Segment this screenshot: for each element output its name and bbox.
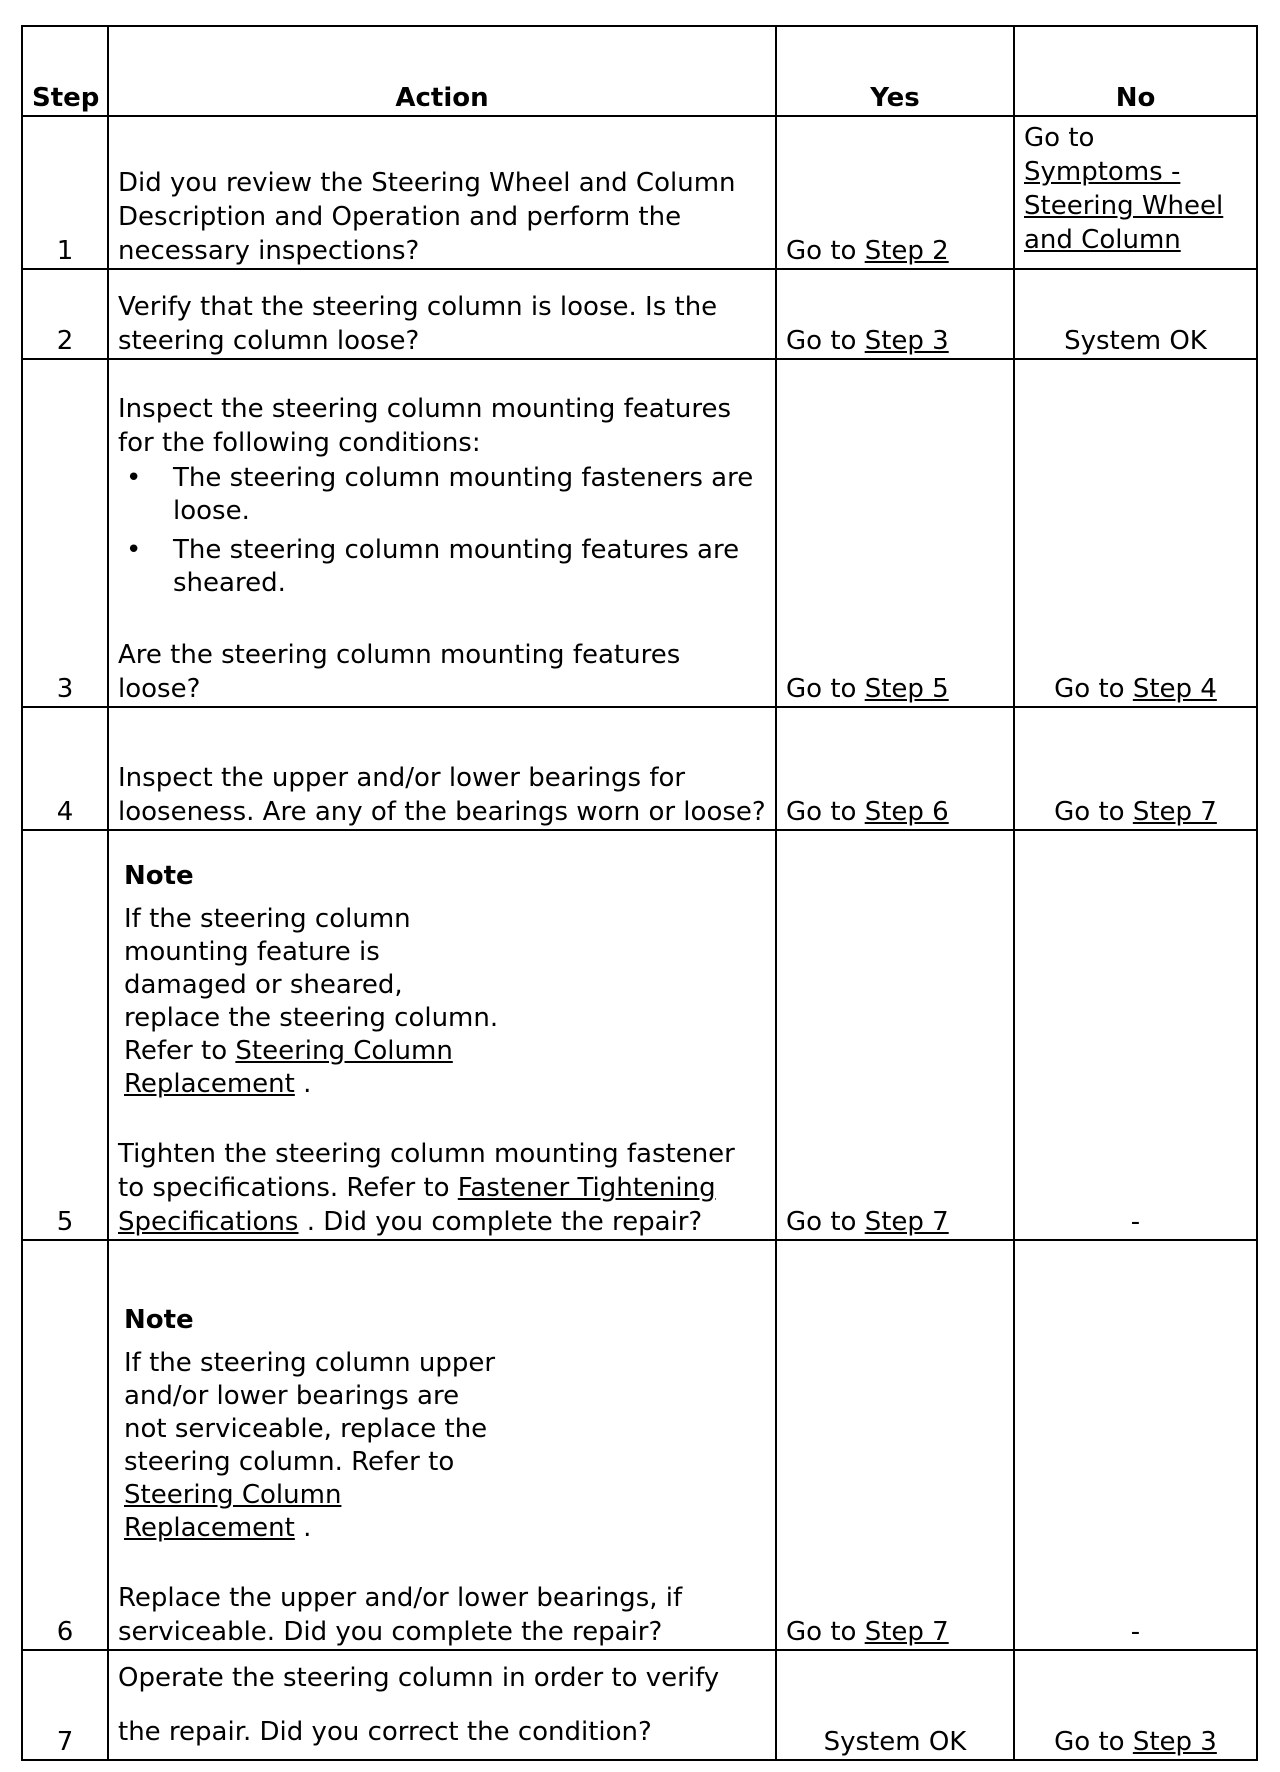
no-prefix: Go to xyxy=(1054,1727,1125,1757)
table-row-step-5 xyxy=(22,830,1257,1240)
step-number: 6 xyxy=(22,1240,108,1650)
no-cell xyxy=(1014,707,1257,830)
step-header: Step xyxy=(22,26,108,116)
link-step-3[interactable]: Step 3 xyxy=(864,326,949,356)
link-steering-column-replacement[interactable]: Steering Column Replacement xyxy=(124,1036,453,1099)
table-row-step-2 xyxy=(22,269,1257,359)
note-box: Note If the steering column upper and/or lower bearings are not serviceable, replace the steering column. Refer to Steering Column Replacement . xyxy=(118,1304,504,1545)
bullet-icon: • xyxy=(126,463,142,493)
yes-prefix: Go to xyxy=(786,236,857,266)
table-row-step-6 xyxy=(22,1240,1257,1650)
yes-cell xyxy=(776,1240,1014,1650)
table-row-step-4 xyxy=(22,707,1257,830)
yes-cell: System OK xyxy=(776,1650,1014,1760)
no-cell: System OK xyxy=(1014,269,1257,359)
link-step-7[interactable]: Step 7 xyxy=(864,1207,949,1237)
step-number: 7 xyxy=(22,1650,108,1760)
list-item: • The steering column mounting features are sheared. xyxy=(126,535,740,598)
link-symptoms-steering-wheel-column[interactable]: Symptoms - Steering Wheel and Column xyxy=(1024,157,1224,255)
no-prefix: Go to xyxy=(1054,797,1125,827)
action-text: Verify that the steering column is loose. Is the steering column loose? xyxy=(108,269,776,359)
yes-prefix: Go to xyxy=(786,674,857,704)
step-number: 5 xyxy=(22,830,108,1240)
action-text: Tighten the steering column mounting fastener to specifications. Refer to Fastener Tightening Specifications . Did you complete the repair? xyxy=(118,1139,735,1237)
action-cell xyxy=(108,359,776,707)
no-cell xyxy=(1014,1650,1257,1760)
link-steering-column-replacement[interactable]: Steering Column Replacement xyxy=(124,1480,342,1543)
link-step-7[interactable]: Step 7 xyxy=(1132,797,1217,827)
table-row-step-1 xyxy=(22,116,1257,269)
yes-cell xyxy=(776,830,1014,1240)
no-cell: - xyxy=(1014,830,1257,1240)
action-cell xyxy=(108,830,776,1240)
diagnostic-table xyxy=(21,25,1258,1761)
yes-cell xyxy=(776,359,1014,707)
action-question: Are the steering column mounting features loose? xyxy=(118,640,681,704)
note-text: If the steering column upper and/or lower bearings are not serviceable, replace the steering column. Refer to xyxy=(124,1348,496,1477)
yes-header: Yes xyxy=(776,26,1014,116)
table-row-step-7 xyxy=(22,1650,1257,1760)
note-text: If the steering column mounting feature is damaged or sheared, replace the steering column. Refer to xyxy=(124,904,499,1066)
step-number: 4 xyxy=(22,707,108,830)
link-fastener-tightening-specifications[interactable]: Fastener Tightening Specifications xyxy=(118,1173,716,1237)
list-item: • The steering column mounting fasteners are loose. xyxy=(126,463,754,526)
action-header: Action xyxy=(108,26,776,116)
no-header: No xyxy=(1014,26,1257,116)
yes-cell xyxy=(776,116,1014,269)
condition-list xyxy=(118,462,766,600)
link-step-6[interactable]: Step 6 xyxy=(864,797,949,827)
step-number: 2 xyxy=(22,269,108,359)
yes-prefix: Go to xyxy=(786,1207,857,1237)
step-number: 3 xyxy=(22,359,108,707)
no-cell: - xyxy=(1014,1240,1257,1650)
yes-prefix: Go to xyxy=(786,797,857,827)
link-step-4[interactable]: Step 4 xyxy=(1132,674,1217,704)
no-cell xyxy=(1014,116,1257,269)
link-step-7[interactable]: Step 7 xyxy=(864,1617,949,1647)
action-cell xyxy=(108,1240,776,1650)
yes-cell xyxy=(776,269,1014,359)
note-title: Note xyxy=(124,1305,194,1335)
note-box: Note If the steering column mounting feature is damaged or sheared, replace the steering column. Refer to Steering Column Replacement . xyxy=(118,860,504,1101)
yes-prefix: Go to xyxy=(786,326,857,356)
action-text: Did you review the Steering Wheel and Column Description and Operation and perform the necessary inspections? xyxy=(108,116,776,269)
no-cell xyxy=(1014,359,1257,707)
action-text: Replace the upper and/or lower bearings, if serviceable. Did you complete the repair? xyxy=(118,1583,683,1647)
link-step-2[interactable]: Step 2 xyxy=(864,236,949,266)
link-step-5[interactable]: Step 5 xyxy=(864,674,949,704)
step-number: 1 xyxy=(22,116,108,269)
action-intro: Inspect the steering column mounting features for the following conditions: xyxy=(118,394,732,458)
yes-cell xyxy=(776,707,1014,830)
action-text: Inspect the upper and/or lower bearings for looseness. Are any of the bearings worn or loose? xyxy=(108,707,776,830)
yes-prefix: Go to xyxy=(786,1617,857,1647)
link-step-3[interactable]: Step 3 xyxy=(1132,1727,1217,1757)
bullet-icon: • xyxy=(126,535,142,565)
note-title: Note xyxy=(124,861,194,891)
table-row-step-3 xyxy=(22,359,1257,707)
action-text: Operate the steering column in order to verify the repair. Did you correct the condition? xyxy=(108,1650,776,1760)
no-prefix: Go to xyxy=(1024,123,1095,153)
header-row xyxy=(22,26,1257,116)
no-prefix: Go to xyxy=(1054,674,1125,704)
